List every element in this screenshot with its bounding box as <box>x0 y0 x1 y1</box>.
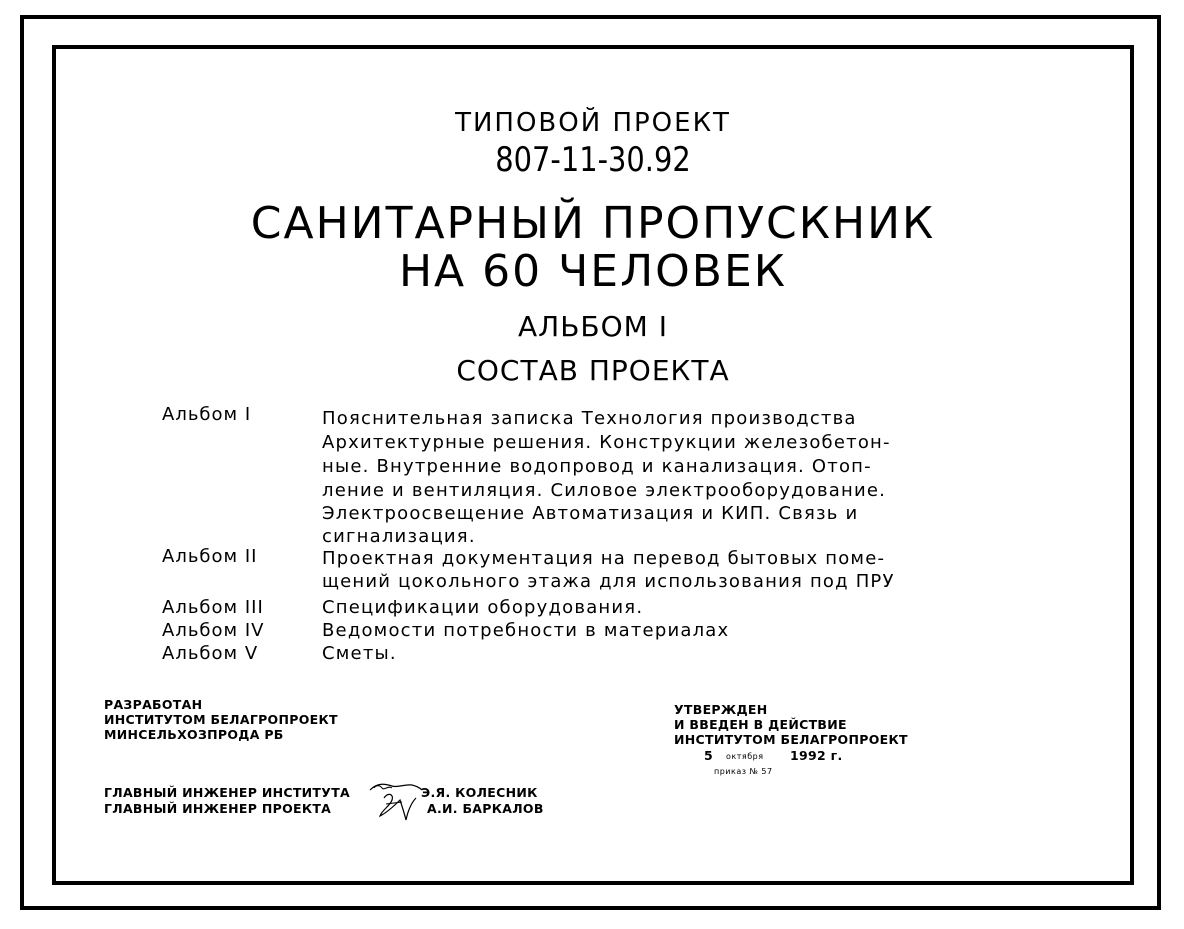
album-2-name: Альбом II <box>162 546 258 567</box>
developed-line1: РАЗРАБОТАН <box>104 697 203 712</box>
album-5-line1: Сметы. <box>322 643 397 664</box>
album-1-line5: Электроосвещение Автоматизация и КИП. Связь и <box>322 503 859 524</box>
approved-line2: И ВВЕДЕН В ДЕЙСТВИЕ <box>674 717 847 732</box>
title-line2: НА 60 ЧЕЛОВЕК <box>398 246 788 297</box>
album-3-name: Альбом III <box>162 597 264 618</box>
sig-row1-role: ГЛАВНЫЙ ИНЖЕНЕР ИНСТИТУТА <box>104 785 351 800</box>
sig-row2-role: ГЛАВНЫЙ ИНЖЕНЕР ПРОЕКТА <box>104 801 332 816</box>
sig-row2-name: А.И. БАРКАЛОВ <box>427 801 544 816</box>
album-1-line4: ление и вентиляция. Силовое электрооборудование. <box>322 480 887 501</box>
approved-month: октября <box>726 752 764 761</box>
approved-order: приказ № 57 <box>714 767 773 776</box>
approved-day: 5 <box>704 748 713 763</box>
developed-line3: МИНСЕЛЬХОЗПРОДА РБ <box>104 727 284 742</box>
type-label: ТИПОВОЙ ПРОЕКТ <box>455 108 731 138</box>
project-number: 807-11-30.92 <box>495 140 691 180</box>
album-2-line1: Проектная документация на перевод бытовых поме- <box>322 548 886 569</box>
sig-row1-name: Э.Я. КОЛЕСНИК <box>421 785 538 800</box>
album-1-line3: ные. Внутренние водопровод и канализация. Отоп- <box>322 456 872 477</box>
contents-title: СОСТАВ ПРОЕКТА <box>456 354 730 387</box>
album-1-line2: Архитектурные решения. Конструкции железобетон- <box>322 432 891 453</box>
handwritten-signature-icon <box>366 776 426 826</box>
album-3-line1: Спецификации оборудования. <box>322 597 644 618</box>
title-line1: САНИТАРНЫЙ ПРОПУСКНИК <box>250 198 936 249</box>
album-4-line1: Ведомости потребности в материалах <box>322 620 730 641</box>
album-label: АЛЬБОМ I <box>518 310 668 343</box>
album-2-line2: щений цокольного этажа для использования под ПРУ <box>322 571 895 592</box>
approved-line1: УТВЕРЖДЕН <box>674 702 768 717</box>
approved-line3: ИНСТИТУТОМ БЕЛАГРОПРОЕКТ <box>674 732 908 747</box>
album-4-name: Альбом IV <box>162 620 265 641</box>
album-5-name: Альбом V <box>162 643 259 664</box>
album-1-name: Альбом I <box>162 404 252 425</box>
album-1-line6: сигнализация. <box>322 526 476 547</box>
developed-line2: ИНСТИТУТОМ БЕЛАГРОПРОЕКТ <box>104 712 338 727</box>
album-1-line1: Пояснительная записка Технология производства <box>322 408 857 429</box>
approved-year: 1992 г. <box>790 748 843 763</box>
